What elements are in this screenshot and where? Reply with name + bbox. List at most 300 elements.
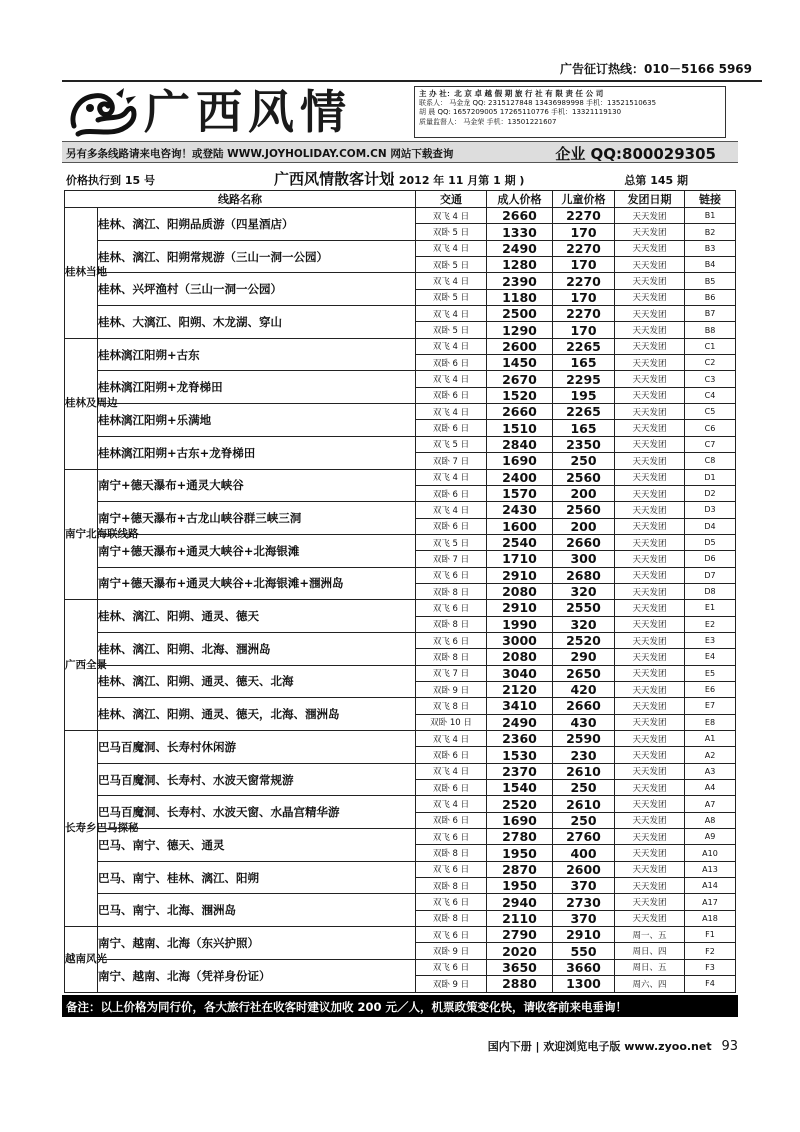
link-code-cell: B4 [685, 257, 736, 273]
transport-cell: 双卧 5 日 [416, 224, 487, 240]
adult-price-cell: 1690 [487, 812, 553, 828]
departure-cell: 天天发团 [615, 632, 685, 648]
departure-cell: 天天发团 [615, 812, 685, 828]
child-price-cell: 2270 [553, 208, 615, 224]
child-price-cell: 250 [553, 780, 615, 796]
table-row [65, 306, 736, 322]
transport-cell: 双卧 8 日 [416, 649, 487, 665]
table-row [65, 469, 736, 485]
child-price-cell: 2295 [553, 371, 615, 387]
header-rule [62, 80, 762, 82]
transport-cell: 双飞 6 日 [416, 927, 487, 943]
table-row [65, 567, 736, 583]
table-row [65, 796, 736, 812]
child-price-cell: 2730 [553, 894, 615, 910]
departure-cell: 天天发团 [615, 436, 685, 452]
adult-price-cell: 1710 [487, 551, 553, 567]
link-code-cell: A14 [685, 878, 736, 894]
child-price-cell: 3660 [553, 959, 615, 975]
adult-price-cell: 2670 [487, 371, 553, 387]
table-row [65, 240, 736, 256]
table-row [65, 502, 736, 518]
departure-cell: 天天发团 [615, 257, 685, 273]
table-row [65, 665, 736, 681]
transport-cell: 双卧 10 日 [416, 714, 487, 730]
adult-price-cell: 2020 [487, 943, 553, 959]
transport-cell: 双卧 6 日 [416, 387, 487, 403]
departure-cell: 天天发团 [615, 469, 685, 485]
page-number: 93 [721, 1039, 738, 1054]
departure-cell: 天天发团 [615, 453, 685, 469]
region-group-label: 长寿乡巴马探秘 [65, 731, 98, 927]
child-price-cell: 290 [553, 649, 615, 665]
route-name: 巴马、南宁、北海、涠洲岛 [98, 894, 416, 927]
transport-cell: 双飞 4 日 [416, 240, 487, 256]
route-name: 桂林、漓江、阳朔、通灵、德天、北海 [98, 665, 416, 698]
transport-cell: 双飞 4 日 [416, 469, 487, 485]
route-name: 巴马、南宁、桂林、漓江、阳朔 [98, 861, 416, 894]
departure-cell: 天天发团 [615, 420, 685, 436]
adult-price-cell: 1510 [487, 420, 553, 436]
sponsor-line: 胡 晨 QQ: 1657209005 17265110776 手机：13321119130 [419, 108, 622, 116]
link-code-cell: E1 [685, 600, 736, 616]
child-price-cell: 370 [553, 910, 615, 926]
transport-cell: 双卧 8 日 [416, 845, 487, 861]
link-code-cell: C1 [685, 338, 736, 354]
link-code-cell: F1 [685, 927, 736, 943]
child-price-cell: 320 [553, 616, 615, 632]
adult-price-cell: 1950 [487, 845, 553, 861]
adult-price-cell: 2880 [487, 976, 553, 992]
route-name: 南宁、越南、北海（凭祥身份证） [98, 959, 416, 992]
adult-price-cell: 3650 [487, 959, 553, 975]
transport-cell: 双飞 4 日 [416, 273, 487, 289]
link-code-cell: D8 [685, 583, 736, 599]
child-price-cell: 2350 [553, 436, 615, 452]
table-row [65, 534, 736, 550]
child-price-cell: 250 [553, 812, 615, 828]
website-notice: 另有多条线路请来电咨询！或登陆 WWW.JOYHOLIDAY.COM.CN 网站下载查询 [66, 148, 454, 160]
transport-cell: 双飞 6 日 [416, 894, 487, 910]
transport-cell: 双卧 7 日 [416, 453, 487, 469]
link-code-cell: E3 [685, 632, 736, 648]
issue-number: 总第 145 期 [624, 174, 688, 187]
departure-cell: 天天发团 [615, 551, 685, 567]
departure-cell: 天天发团 [615, 845, 685, 861]
link-code-cell: A17 [685, 894, 736, 910]
departure-cell: 天天发团 [615, 322, 685, 338]
transport-cell: 双卧 6 日 [416, 420, 487, 436]
transport-cell: 双卧 8 日 [416, 583, 487, 599]
page-footer [488, 1038, 738, 1054]
departure-cell: 天天发团 [615, 518, 685, 534]
link-code-cell: A10 [685, 845, 736, 861]
adult-price-cell: 1450 [487, 355, 553, 371]
child-price-cell: 370 [553, 878, 615, 894]
link-code-cell: A9 [685, 829, 736, 845]
link-code-cell: F3 [685, 959, 736, 975]
departure-cell: 天天发团 [615, 224, 685, 240]
transport-cell: 双卧 8 日 [416, 616, 487, 632]
departure-cell: 天天发团 [615, 681, 685, 697]
link-code-cell: C5 [685, 404, 736, 420]
enterprise-qq: 企业 QQ:800029305 [555, 145, 716, 163]
adult-price-cell: 3040 [487, 665, 553, 681]
route-name: 桂林漓江阳朔+乐满地 [98, 404, 416, 437]
transport-cell: 双飞 6 日 [416, 632, 487, 648]
child-price-cell: 400 [553, 845, 615, 861]
sponsor-info-box [414, 86, 726, 138]
sponsor-line: 主 办 社：北 京 卓 越 假 期 旅 行 社 有 限 责 任 公 司 [419, 89, 604, 98]
link-code-cell: F4 [685, 976, 736, 992]
departure-cell: 天天发团 [615, 240, 685, 256]
link-code-cell: C7 [685, 436, 736, 452]
link-code-cell: A18 [685, 910, 736, 926]
link-code-cell: E8 [685, 714, 736, 730]
link-code-cell: A7 [685, 796, 736, 812]
child-price-cell: 165 [553, 355, 615, 371]
col-header-departure: 发团日期 [615, 191, 685, 208]
adult-price-cell: 2520 [487, 796, 553, 812]
route-name: 桂林、漓江、阳朔常规游（三山一洞一公园） [98, 240, 416, 273]
transport-cell: 双飞 4 日 [416, 306, 487, 322]
child-price-cell: 165 [553, 420, 615, 436]
adult-price-cell: 2780 [487, 829, 553, 845]
link-code-cell: C3 [685, 371, 736, 387]
adult-price-cell: 2120 [487, 681, 553, 697]
dragon-emblem-icon [68, 86, 138, 138]
transport-cell: 双飞 6 日 [416, 600, 487, 616]
child-price-cell: 550 [553, 943, 615, 959]
link-code-cell: B8 [685, 322, 736, 338]
child-price-cell: 300 [553, 551, 615, 567]
table-row [65, 698, 736, 714]
departure-cell: 天天发团 [615, 698, 685, 714]
transport-cell: 双卧 5 日 [416, 257, 487, 273]
adult-price-cell: 1600 [487, 518, 553, 534]
adult-price-cell: 1180 [487, 289, 553, 305]
adult-price-cell: 1290 [487, 322, 553, 338]
adult-price-cell: 2540 [487, 534, 553, 550]
child-price-cell: 230 [553, 747, 615, 763]
region-group-label: 桂林及周边 [65, 338, 98, 469]
table-row [65, 959, 736, 975]
transport-cell: 双卧 8 日 [416, 878, 487, 894]
route-name: 桂林、漓江、阳朔、北海、涠洲岛 [98, 632, 416, 665]
col-header-adult-price: 成人价格 [487, 191, 553, 208]
child-price-cell: 2270 [553, 306, 615, 322]
child-price-cell: 170 [553, 257, 615, 273]
transport-cell: 双飞 6 日 [416, 959, 487, 975]
link-code-cell: E5 [685, 665, 736, 681]
adult-price-cell: 2940 [487, 894, 553, 910]
price-validity: 价格执行到 15 号 [66, 174, 155, 187]
link-code-cell: A2 [685, 747, 736, 763]
region-group-label: 南宁北海联线路 [65, 469, 98, 600]
departure-cell: 天天发团 [615, 665, 685, 681]
adult-price-cell: 2790 [487, 927, 553, 943]
route-name: 桂林、大漓江、阳朔、木龙湖、穿山 [98, 306, 416, 339]
departure-cell: 天天发团 [615, 273, 685, 289]
masthead-title: 广西风情 [144, 85, 352, 139]
sponsor-line: 联系人： 马金龙 QQ: 2315127848 13436989998 手机：13521510635 [419, 98, 657, 107]
child-price-cell: 195 [553, 387, 615, 403]
child-price-cell: 320 [553, 583, 615, 599]
link-code-cell: A13 [685, 861, 736, 877]
adult-price-cell: 1690 [487, 453, 553, 469]
child-price-cell: 2680 [553, 567, 615, 583]
departure-cell: 周一、五 [615, 927, 685, 943]
child-price-cell: 2650 [553, 665, 615, 681]
departure-cell: 天天发团 [615, 714, 685, 730]
region-group-label: 桂林当地 [65, 208, 98, 339]
link-code-cell: B5 [685, 273, 736, 289]
transport-cell: 双飞 5 日 [416, 436, 487, 452]
table-row [65, 600, 736, 616]
table-row [65, 861, 736, 877]
footer-text: 国内下册 | 欢迎浏览电子版 www.zyoo.net [487, 1040, 712, 1053]
link-code-cell: D5 [685, 534, 736, 550]
child-price-cell: 1300 [553, 976, 615, 992]
transport-cell: 双飞 4 日 [416, 502, 487, 518]
route-name: 桂林、兴坪渔村（三山一洞一公园） [98, 273, 416, 306]
route-name: 南宁+德天瀑布+通灵大峡谷+北海银滩+涠洲岛 [98, 567, 416, 600]
adult-price-cell: 1540 [487, 780, 553, 796]
adult-price-cell: 2080 [487, 649, 553, 665]
link-code-cell: D3 [685, 502, 736, 518]
adult-price-cell: 1530 [487, 747, 553, 763]
child-price-cell: 2270 [553, 273, 615, 289]
child-price-cell: 2590 [553, 731, 615, 747]
child-price-cell: 2600 [553, 861, 615, 877]
child-price-cell: 200 [553, 485, 615, 501]
link-code-cell: A4 [685, 780, 736, 796]
link-code-cell: F2 [685, 943, 736, 959]
transport-cell: 双卧 9 日 [416, 943, 487, 959]
adult-price-cell: 2910 [487, 567, 553, 583]
transport-cell: 双卧 5 日 [416, 322, 487, 338]
child-price-cell: 2270 [553, 240, 615, 256]
link-code-cell: E2 [685, 616, 736, 632]
transport-cell: 双卧 6 日 [416, 812, 487, 828]
link-code-cell: C4 [685, 387, 736, 403]
adult-price-cell: 2910 [487, 600, 553, 616]
child-price-cell: 2520 [553, 632, 615, 648]
child-price-cell: 420 [553, 681, 615, 697]
departure-cell: 周日、五 [615, 959, 685, 975]
schedule-title-bar [62, 166, 738, 190]
departure-cell: 天天发团 [615, 747, 685, 763]
transport-cell: 双飞 4 日 [416, 208, 487, 224]
child-price-cell: 2760 [553, 829, 615, 845]
route-name: 巴马百魔洞、长寿村、水波天窗、水晶宫精华游 [98, 796, 416, 829]
transport-cell: 双飞 6 日 [416, 829, 487, 845]
departure-cell: 天天发团 [615, 780, 685, 796]
departure-cell: 天天发团 [615, 894, 685, 910]
route-name: 巴马百魔洞、长寿村、水波天窗常规游 [98, 763, 416, 796]
transport-cell: 双飞 8 日 [416, 698, 487, 714]
link-code-cell: C6 [685, 420, 736, 436]
transport-cell: 双卧 6 日 [416, 747, 487, 763]
table-row [65, 894, 736, 910]
route-name: 桂林漓江阳朔+古东+龙脊梯田 [98, 436, 416, 469]
transport-cell: 双飞 6 日 [416, 861, 487, 877]
adult-price-cell: 1520 [487, 387, 553, 403]
child-price-cell: 2265 [553, 404, 615, 420]
adult-price-cell: 1990 [487, 616, 553, 632]
adult-price-cell: 2430 [487, 502, 553, 518]
transport-cell: 双卧 9 日 [416, 681, 487, 697]
route-name: 南宁+德天瀑布+通灵大峡谷 [98, 469, 416, 502]
departure-cell: 天天发团 [615, 485, 685, 501]
route-name: 桂林、漓江、阳朔品质游（四星酒店） [98, 208, 416, 241]
adult-price-cell: 2500 [487, 306, 553, 322]
departure-cell: 天天发团 [615, 649, 685, 665]
transport-cell: 双卧 6 日 [416, 485, 487, 501]
link-code-cell: E4 [685, 649, 736, 665]
adult-price-cell: 2490 [487, 240, 553, 256]
edition-label: ( 2012 年 11 月第 1 期 ) [390, 174, 525, 187]
transport-cell: 双飞 4 日 [416, 404, 487, 420]
child-price-cell: 2560 [553, 469, 615, 485]
transport-cell: 双飞 4 日 [416, 763, 487, 779]
child-price-cell: 2910 [553, 927, 615, 943]
child-price-cell: 2660 [553, 534, 615, 550]
route-name: 南宁+德天瀑布+古龙山峡谷群三峡三洞 [98, 502, 416, 535]
schedule-title: 广西风情散客计划 [274, 170, 395, 188]
child-price-cell: 170 [553, 322, 615, 338]
region-group-label: 越南风光 [65, 927, 98, 992]
child-price-cell: 170 [553, 224, 615, 240]
link-code-cell: A3 [685, 763, 736, 779]
adult-price-cell: 2840 [487, 436, 553, 452]
child-price-cell: 2610 [553, 763, 615, 779]
adult-price-cell: 1570 [487, 485, 553, 501]
table-row [65, 829, 736, 845]
link-code-cell: D4 [685, 518, 736, 534]
link-code-cell: A1 [685, 731, 736, 747]
departure-cell: 天天发团 [615, 404, 685, 420]
transport-cell: 双卧 6 日 [416, 355, 487, 371]
contact-strip [62, 141, 738, 163]
link-code-cell: B6 [685, 289, 736, 305]
link-code-cell: D7 [685, 567, 736, 583]
departure-cell: 天天发团 [615, 289, 685, 305]
departure-cell: 天天发团 [615, 583, 685, 599]
child-price-cell: 170 [553, 289, 615, 305]
table-header-row [65, 191, 736, 208]
table-row [65, 338, 736, 354]
adult-price-cell: 2360 [487, 731, 553, 747]
transport-cell: 双卧 5 日 [416, 289, 487, 305]
link-code-cell: E7 [685, 698, 736, 714]
table-row [65, 763, 736, 779]
departure-cell: 天天发团 [615, 616, 685, 632]
col-header-link: 链接 [685, 191, 736, 208]
tour-price-table [64, 190, 736, 993]
col-header-child-price: 儿童价格 [553, 191, 615, 208]
adult-price-cell: 2870 [487, 861, 553, 877]
transport-cell: 双飞 5 日 [416, 534, 487, 550]
link-code-cell: B1 [685, 208, 736, 224]
link-code-cell: D6 [685, 551, 736, 567]
departure-cell: 天天发团 [615, 502, 685, 518]
adult-price-cell: 2600 [487, 338, 553, 354]
route-name: 南宁、越南、北海（东兴护照） [98, 927, 416, 960]
transport-cell: 双飞 4 日 [416, 371, 487, 387]
link-code-cell: B3 [685, 240, 736, 256]
adult-price-cell: 3410 [487, 698, 553, 714]
departure-cell: 周六、四 [615, 976, 685, 992]
route-name: 巴马、南宁、德天、通灵 [98, 829, 416, 862]
table-row [65, 632, 736, 648]
adult-price-cell: 2390 [487, 273, 553, 289]
adult-price-cell: 1280 [487, 257, 553, 273]
route-name: 桂林漓江阳朔+龙脊梯田 [98, 371, 416, 404]
child-price-cell: 430 [553, 714, 615, 730]
departure-cell: 天天发团 [615, 306, 685, 322]
adult-price-cell: 2660 [487, 404, 553, 420]
sponsor-line: 质量监督人： 马金荣 手机：13501221607 [419, 117, 557, 126]
transport-cell: 双卧 8 日 [416, 910, 487, 926]
ad-hotline: 广告征订热线：010－5166 5969 [559, 62, 752, 76]
transport-cell: 双飞 6 日 [416, 567, 487, 583]
departure-cell: 天天发团 [615, 338, 685, 354]
link-code-cell: D2 [685, 485, 736, 501]
table-row [65, 731, 736, 747]
link-code-cell: B2 [685, 224, 736, 240]
route-name: 桂林漓江阳朔+古东 [98, 338, 416, 371]
link-code-cell: A8 [685, 812, 736, 828]
departure-cell: 天天发团 [615, 861, 685, 877]
transport-cell: 双卧 7 日 [416, 551, 487, 567]
child-price-cell: 2560 [553, 502, 615, 518]
transport-cell: 双卧 6 日 [416, 780, 487, 796]
departure-cell: 天天发团 [615, 567, 685, 583]
adult-price-cell: 3000 [487, 632, 553, 648]
route-name: 南宁+德天瀑布+通灵大峡谷+北海银滩 [98, 534, 416, 567]
table-row [65, 404, 736, 420]
route-name: 桂林、漓江、阳朔、通灵、德天，北海、涠洲岛 [98, 698, 416, 731]
child-price-cell: 200 [553, 518, 615, 534]
departure-cell: 天天发团 [615, 600, 685, 616]
child-price-cell: 2550 [553, 600, 615, 616]
remarks-banner: 备注：以上价格为同行价，各大旅行社在收客时建议加收 200 元／人，机票政策变化快，请收客前来电垂询！ [62, 995, 738, 1017]
adult-price-cell: 2660 [487, 208, 553, 224]
table-row [65, 927, 736, 943]
departure-cell: 天天发团 [615, 371, 685, 387]
departure-cell: 天天发团 [615, 763, 685, 779]
transport-cell: 双飞 4 日 [416, 338, 487, 354]
departure-cell: 天天发团 [615, 208, 685, 224]
adult-price-cell: 2400 [487, 469, 553, 485]
transport-cell: 双飞 7 日 [416, 665, 487, 681]
table-row [65, 371, 736, 387]
departure-cell: 天天发团 [615, 355, 685, 371]
departure-cell: 天天发团 [615, 878, 685, 894]
table-row [65, 273, 736, 289]
child-price-cell: 2610 [553, 796, 615, 812]
route-name: 桂林、漓江、阳朔、通灵、德天 [98, 600, 416, 633]
child-price-cell: 2265 [553, 338, 615, 354]
departure-cell: 天天发团 [615, 731, 685, 747]
transport-cell: 双飞 4 日 [416, 796, 487, 812]
adult-price-cell: 1330 [487, 224, 553, 240]
departure-cell: 天天发团 [615, 534, 685, 550]
link-code-cell: C8 [685, 453, 736, 469]
region-group-label: 广西全景 [65, 600, 98, 731]
child-price-cell: 2660 [553, 698, 615, 714]
